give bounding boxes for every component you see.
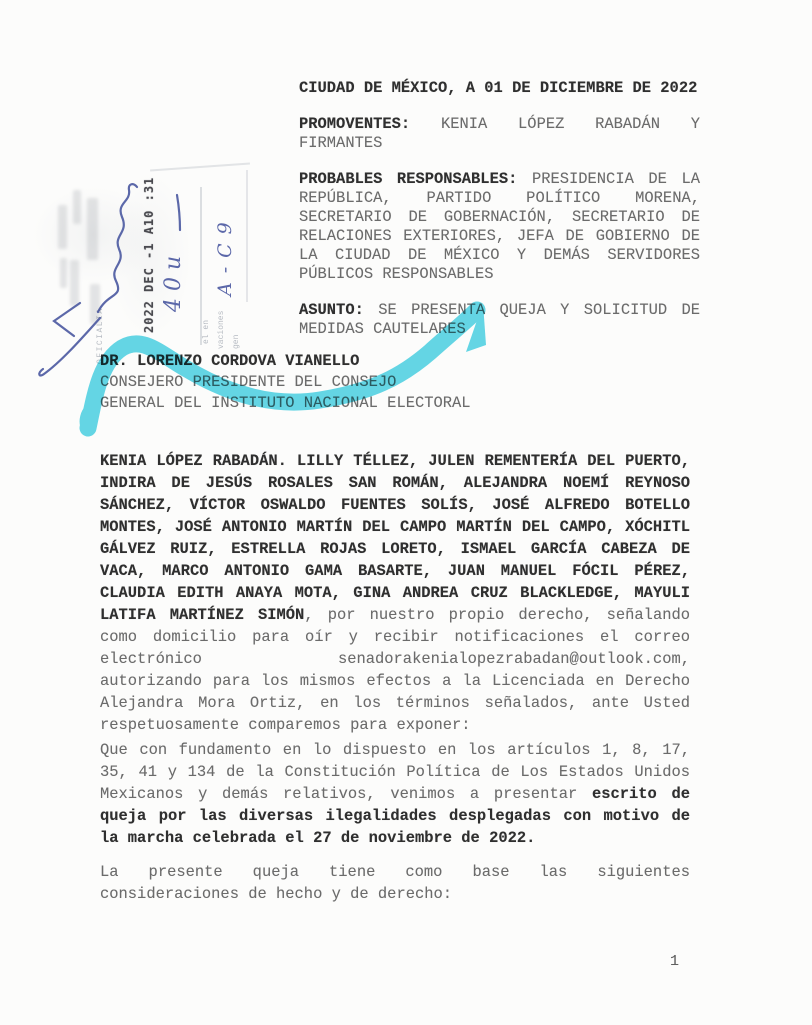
signers-names: KENIA LÓPEZ RABADÁN. LILLY TÉLLEZ, JULEN REMENTERÍA DEL PUERTO, INDIRA DE JESÚS ROSALES SAN ROMÁN, ALEJANDRA NOEMÍ REYNOSO SÁNCHEZ, VÍCTOR OSWALDO FUENTES SOLÍS, JOSÉ ALFREDO BOTELLO MONTES, JOSÉ ANTONIO MARTÍN DEL CAMPO MARTÍN DEL CAMPO, XÓCHITL GÁLVEZ RUIZ, ESTRELLA ROJAS LORETO, ISMAEL GARCÍA CABEZA DE VACA, MARCO ANTONIO GAMA BASARTE, JUAN MANUEL FÓCIL PÉREZ, CLAUDIA EDITH ANAYA MOTA, GINA ANDREA CRUZ BLACKLEDGE, MAYULI LATIFA MARTÍNEZ SIMÓN	[100, 452, 690, 624]
page-number: 1	[670, 953, 680, 970]
date-line: CIUDAD DE MÉXICO, A 01 DE DICIEMBRE DE 2022	[299, 79, 698, 97]
promoventes-value: KENIA LÓPEZ RABADÁN Y FIRMANTES	[299, 115, 701, 152]
stamp-faint-word: OFICIALIA	[96, 307, 105, 364]
asunto-value: SE PRESENTA QUEJA Y SOLICITUD DE MEDIDAS CAUTELARES	[299, 301, 701, 338]
paragraph-1-text: , por nuestro propio derecho, señalando como domicilio para oír y recibir notificaciones el correo	[100, 606, 691, 646]
stamp-faint-word: gen	[232, 334, 241, 349]
paragraph-signers	[100, 450, 690, 648]
email-line-word: electrónico	[100, 650, 202, 668]
addressee-name: DR. LORENZO CORDOVA VIANELLO	[100, 352, 360, 370]
probables-responsables-value: PRESIDENCIA DE LA REPÚBLICA, PARTIDO POLÍTICO MORENA, SECRETARIO DE GOBERNACIÓN, SECRETARIO DE RELACIONES EXTERIORES, JEFA DE GOBIERNO DE LA CIUDAD DE MÉXICO Y DEMÁS SERVIDORES PÚBLICOS RESPONSABLES	[299, 170, 701, 283]
stamp-faint-word: vaciones	[217, 310, 226, 349]
email-line	[100, 648, 690, 670]
paragraph-3-line1: La presente queja tiene como base las siguientes	[100, 863, 690, 881]
paragraph-queja-base-line2	[100, 883, 690, 905]
paragraph-queja-base-line1	[100, 861, 690, 883]
probables-responsables-label: PROBABLES RESPONSABLES:	[299, 170, 518, 188]
handwritten-annotation: A-C9	[214, 213, 236, 296]
paragraph-fundamento	[100, 739, 690, 849]
promoventes-block	[299, 115, 700, 153]
stamp-datetime-text: 2022 DEC -1 A10 :31	[142, 176, 156, 333]
asunto-label: ASUNTO:	[299, 301, 364, 319]
paragraph-2-text: Que con fundamento en lo dispuesto en los artículos 1, 8, 17, 35, 41 y 134 de la Constitución Política de Los Estados Unidos Mexicanos y demás relativos, venimos a presentar	[100, 741, 690, 803]
addressee-title-line2: GENERAL DEL INSTITUTO NACIONAL ELECTORAL	[100, 394, 471, 412]
paragraph-1-continued	[100, 670, 690, 736]
promoventes-label: PROMOVENTES:	[299, 115, 411, 133]
stamp-faint-word: el en	[202, 319, 211, 344]
paragraph-3-line2: consideraciones de hecho y de derecho:	[100, 885, 453, 903]
handwritten-annotation: 40u	[161, 248, 186, 312]
notification-email: senadorakenialopezrabadan@outlook.com,	[337, 650, 690, 668]
addressee-title-line1: CONSEJERO PRESIDENTE DEL CONSEJO	[100, 373, 397, 391]
paragraph-2-bold: escrito de queja por las diversas ilegalidades desplegadas con motivo de la marcha celebrada el 27 de noviembre de 2022.	[100, 785, 691, 847]
paragraph-1-text-b: autorizando para los mismos efectos a la Licenciada en Derecho Alejandra Mora Ortiz, en los términos señalados, ante Usted respetuosamente comparemos para exponer:	[100, 672, 690, 734]
probables-responsables-block	[299, 170, 700, 284]
pen-signature-scribble	[10, 140, 260, 390]
